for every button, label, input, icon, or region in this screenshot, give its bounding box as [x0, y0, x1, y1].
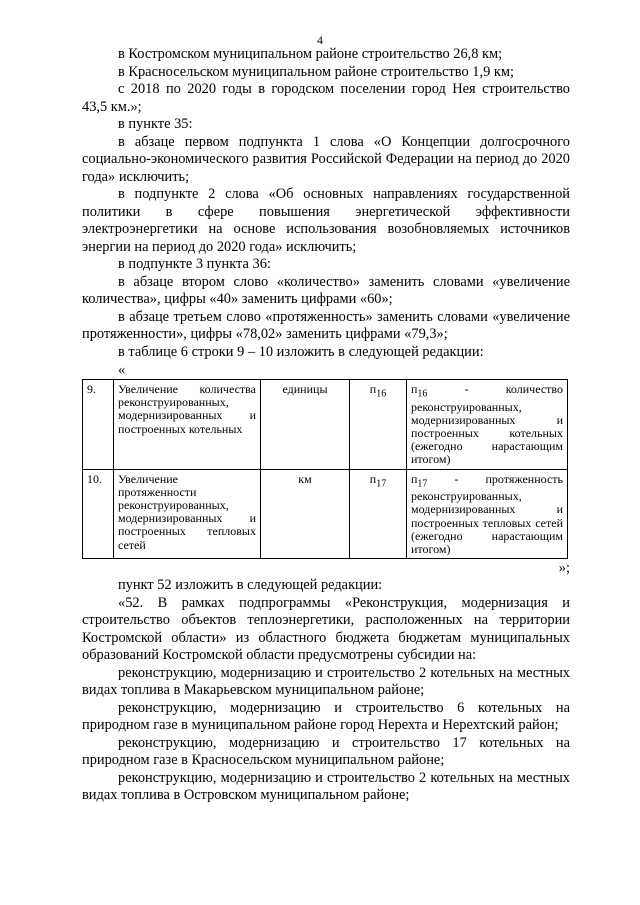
paragraph: в таблице 6 строки 9 – 10 изложить в следующей редакции:: [118, 343, 484, 360]
document-body: [82, 46, 570, 805]
paragraph: реконструкцию, модернизацию и строительство 2 котельных на местных видах топлива в Островском муниципальном районе;: [82, 769, 570, 804]
paragraph: пункт 52 изложить в следующей редакции:: [118, 577, 383, 594]
paragraph: в Красносельском муниципальном районе строительство 1,9 км;: [118, 63, 514, 80]
indicator-description: $п_{16}$ - количество реконструированных, модернизированных и построенных котельных (ежегодно нарастающим итогом): [407, 380, 568, 470]
unit-of-measure: единицы: [261, 380, 350, 470]
paragraph: «52. В рамках подпрограммы «Реконструкция, модернизация и строительство объектов теплоэнергетики, расположенных на территории Костромской области» из областного бюджета бюджетам муниципальных образований Костромской области предусмотрены субсидии на:: [82, 594, 570, 664]
table-row: [83, 469, 568, 559]
paragraph: в пункте 35:: [118, 116, 193, 132]
paragraph: в подпункте 3 пункта 36:: [118, 256, 271, 272]
table-open-quote: «: [118, 362, 126, 378]
indicator-name: Увеличение количества реконструированных, модернизированных и построенных котельных: [114, 380, 261, 470]
paragraph: с 2018 по 2020 годы в городском поселении город Нея строительство 43,5 км.»;: [82, 81, 570, 115]
table-close-quote: »;: [558, 560, 570, 577]
indicator-symbol: $п_{16}$: [350, 380, 407, 470]
table-row: [83, 380, 568, 470]
paragraph: в Костромском муниципальном районе строительство 26,8 км;: [118, 46, 503, 62]
indicator-symbol: $п_{17}$: [350, 469, 407, 559]
indicator-name: Увеличение протяженности реконструированных, модернизированных и построенных тепловых сетей: [114, 469, 261, 559]
paragraph: в абзаце втором слово «количество» заменить словами «увеличение количества», цифры «40» заменить цифрами «60»;: [82, 273, 570, 307]
unit-of-measure: км: [261, 469, 350, 559]
paragraph: в абзаце первом подпункта 1 слова «О Концепции долгосрочного социально-экономического развития Российской Федерации на период до 2020 года» исключить;: [82, 133, 570, 185]
row-number: 9.: [83, 380, 114, 470]
paragraph: в абзаце третьем слово «протяженность» заменить словами «увеличение протяженности», цифры «78,02» заменить цифрами «79,3»;: [82, 308, 570, 342]
page-number: 4: [317, 33, 323, 47]
paragraph: реконструкцию, модернизацию и строительство 2 котельных на местных видах топлива в Макарьевском муниципальном районе;: [82, 664, 570, 699]
table-6-rows: [82, 379, 568, 559]
paragraph: реконструкцию, модернизацию и строительство 6 котельных на природном газе в муниципальном районе город Нерехта и Нерехтский район;: [82, 699, 570, 734]
paragraph: в подпункте 2 слова «Об основных направлениях государственной политики в сфере повышения энергетической эффективности электроэнергетики на основе использования возобновляемых источников энергии на период до 2020 года» исключить;: [82, 186, 570, 255]
indicator-description: $п_{17}$ - протяженность реконструированных, модернизированных и построенных тепловых сетей (ежегодно нарастающим итогом): [407, 469, 568, 559]
paragraph: реконструкцию, модернизацию и строительство 17 котельных на природном газе в Красносельском муниципальном районе;: [82, 734, 570, 769]
row-number: 10.: [83, 469, 114, 559]
